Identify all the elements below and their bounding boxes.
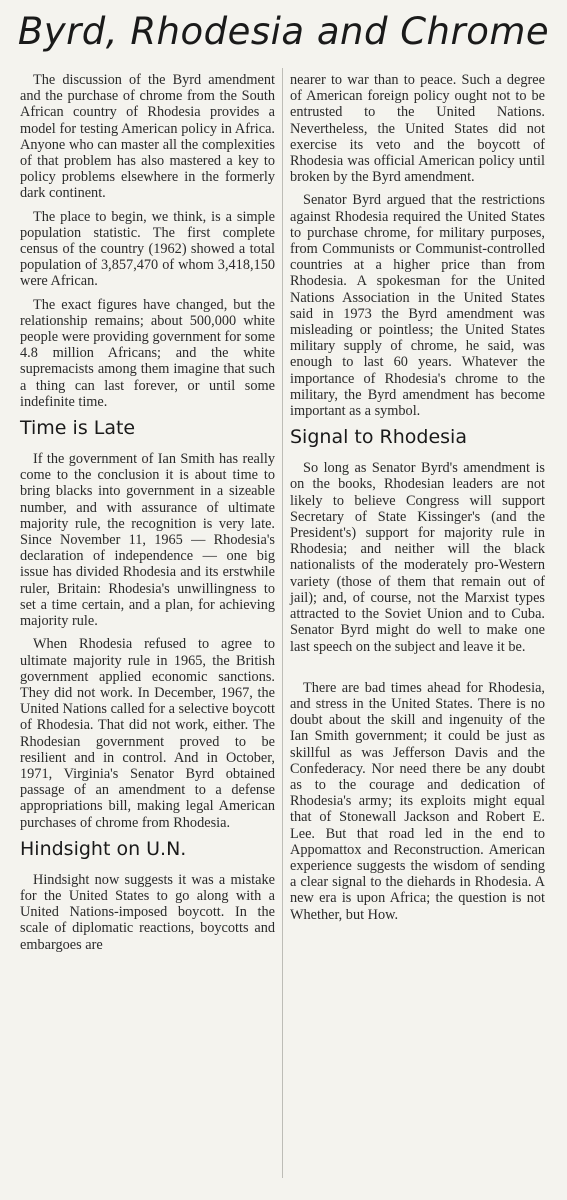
column-divider — [282, 68, 283, 1178]
paragraph: There are bad times ahead for Rhodesia, and stress in the United States. There is no doubt about the skill and ingenuity of the Ian Smith government; it could be just as skillful as was Jefferson Davis and the Confederacy. Nor need there be any doubt as to the courage and dedication of Rhodesia's army; its exploits might equal that of Stonewall Jackson and Robert E. Lee. But that road led in the end to Appomattox and Reconstruction. American experience suggests the wisdom of sending a clear signal to the diehards in Rhodesia. A new era is upon Africa; the question is not Whether, but How. — [290, 679, 545, 923]
paragraph: Senator Byrd argued that the restrictions against Rhodesia required the United States to purchase chrome, for military purposes, from Communists or Communist-controlled countries at a higher price than from Rhodesia. A spokesman for the United Nations Association in the United States said in 1973 the Byrd amendment was misleading or pointless; the United States military supply of chrome, he said, was enough to last 60 years. Whatever the importance of Rhodesia's chrome to the military, the Byrd amendment has become important as a symbol. — [290, 192, 545, 420]
subhead-hindsight: Hindsight on U.N. — [20, 837, 187, 860]
paragraph: When Rhodesia refused to agree to ultimate majority rule in 1965, the British government applied economic sanctions. They did not work. In December, 1967, the United Nations called for a selective boycott of Rhodesia. That did not work, either. The Rhodesian government proved to be resilient and in control. And in October, 1971, Virginia's Senator Byrd obtained passage of an amendment to a defense appropriations bill, making legal American purchases of chrome from Rhodesia. — [20, 636, 275, 831]
paragraph: nearer to war than to peace. Such a degree of American foreign policy ought not to be entrusted to the United Nations. Nevertheless, the United States did not exercise its veto and the boycott of Rhodesia was official American policy until broken by the Byrd amendment. — [290, 72, 545, 186]
paragraph: Hindsight now suggests it was a mistake for the United States to go along with a United Nations-imposed boycott. In the scale of diplomatic reactions, boycotts and embargoes are — [20, 871, 275, 953]
subhead-time-is-late: Time is Late — [20, 417, 136, 440]
paragraph: The place to begin, we think, is a simple population statistic. The first complete census of the country (1962) showed a total population of 3,857,470 of whom 3,418,150 were African. — [20, 208, 275, 290]
right-column — [290, 72, 545, 930]
subhead-signal-to-rhodesia: Signal to Rhodesia — [290, 426, 467, 449]
left-column — [20, 72, 275, 960]
paragraph: So long as Senator Byrd's amendment is on the books, Rhodesian leaders are not likely to believe Congress will support Secretary of State Kissinger's (and the President's) support for majority rule in Rhodesia; and neither will the black nationalists of the moderately pro-Western variety (those of them that remain out of jail); and, of course, not the Marxist types attracted to the Soviet Union and to Cuba. Senator Byrd might do well to make one last speech on the subject and leave it be. — [290, 460, 545, 655]
paragraph: The exact figures have changed, but the relationship remains; about 500,000 white people were providing government for some 4.8 million Africans; and the white supremacists among them imagine that such a thing can last forever, or until some indefinite time. — [20, 296, 275, 410]
spacer — [290, 662, 545, 680]
headline: Byrd, Rhodesia and Chrome — [17, 10, 550, 53]
paragraph: The discussion of the Byrd amendment and the purchase of chrome from the South African country of Rhodesia provides a model for testing American policy in Africa. Anyone who can master all the complexities of that problem has also mastered a key to policy problems elsewhere in the formerly dark continent. — [20, 72, 275, 202]
paragraph: If the government of Ian Smith has really come to the conclusion it is about time to bring blacks into government in a sizeable number, and with assurance of ultimate majority rule, the recognition is very late. Since November 11, 1965 — Rhodesia's declaration of independence — one big issue has divided Rhodesia and its erstwhile ruler, Britain: Rhodesia's unwillingness to set a time certain, and a plan, for achieving majority rule. — [20, 451, 275, 630]
